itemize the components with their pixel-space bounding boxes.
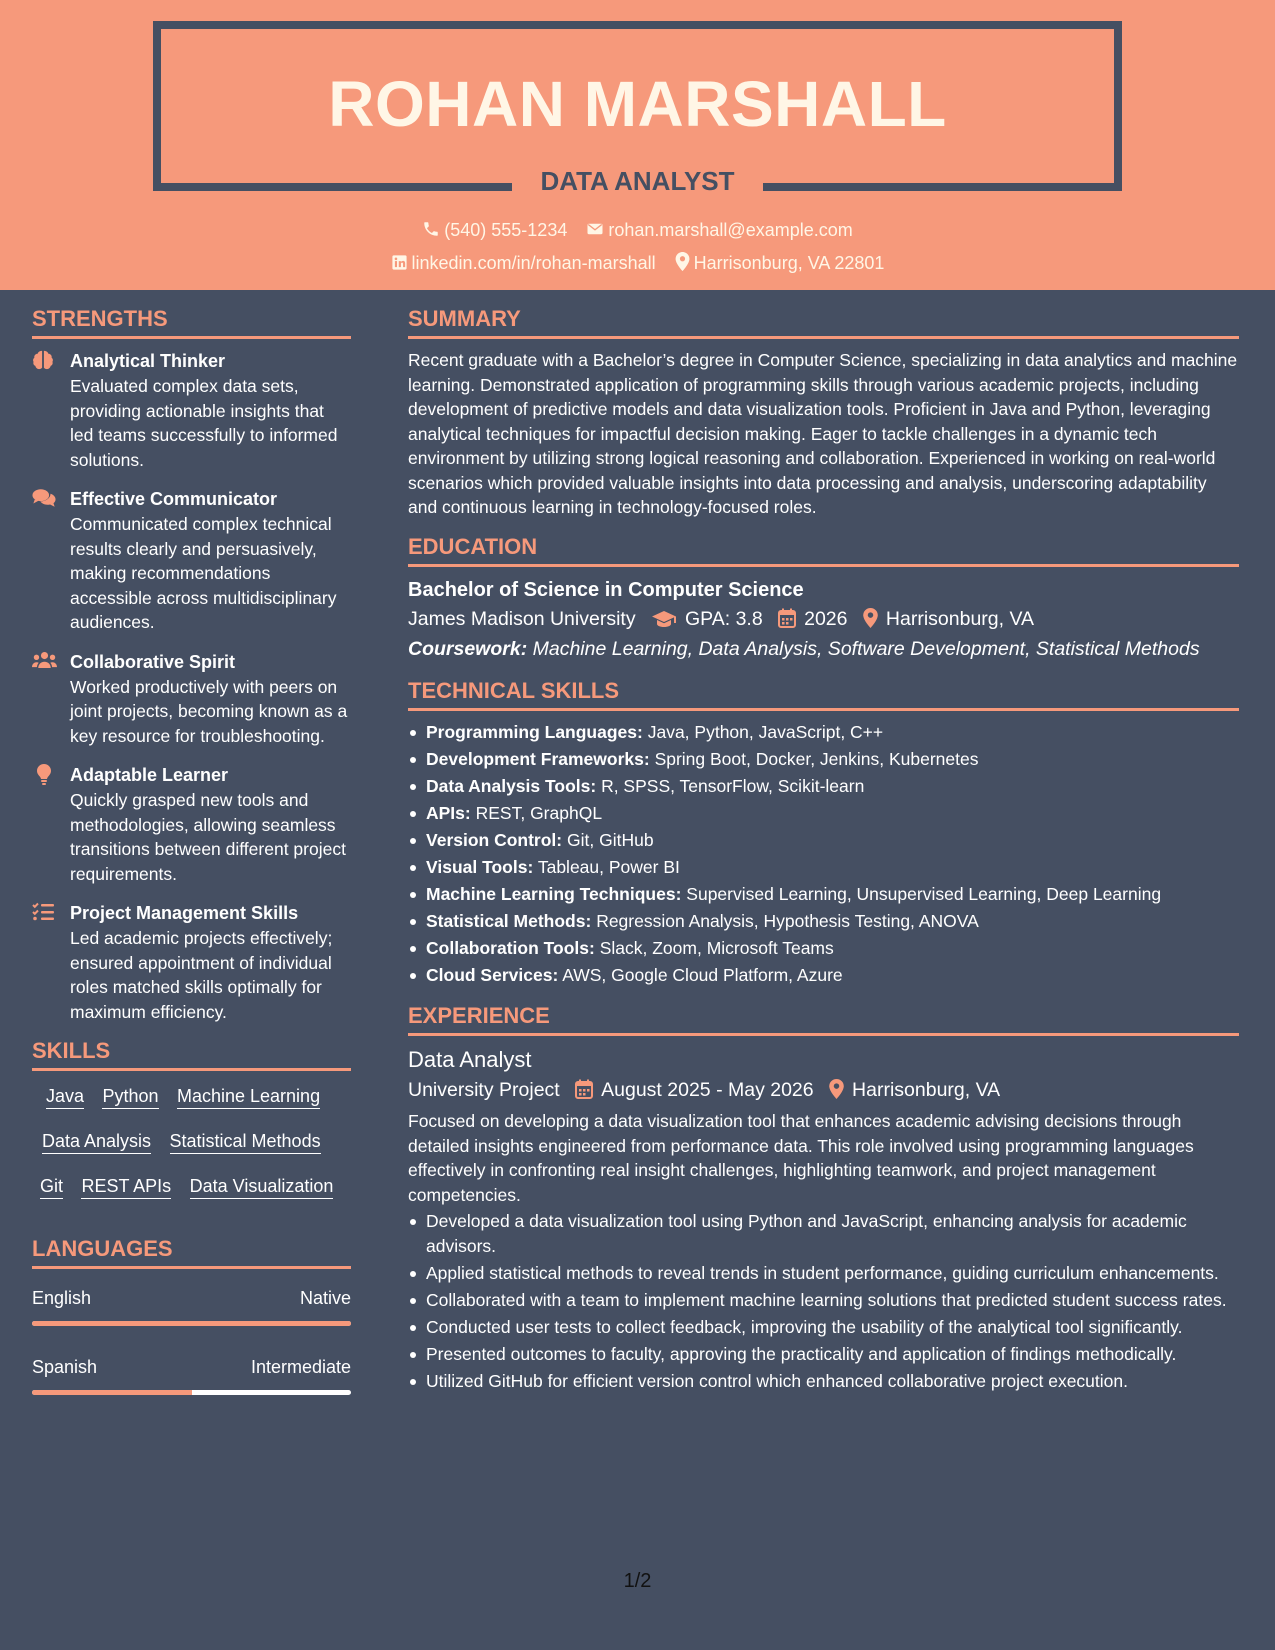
- languages-heading: LANGUAGES: [32, 1236, 351, 1269]
- strength-description: Led academic projects effectively; ensured appointment of individual roles matched skills optimally for maximum efficiency.: [70, 928, 333, 1022]
- checklist-icon: [32, 902, 54, 921]
- language-level: Intermediate: [250, 1357, 351, 1377]
- lightbulb-icon: [37, 764, 51, 785]
- job-meta: [408, 1075, 1239, 1105]
- resume-header: [0, 0, 1275, 290]
- candidate-title: DATA ANALYST: [512, 166, 762, 197]
- language-name: Spanish: [32, 1357, 98, 1377]
- comments-icon: [32, 488, 56, 507]
- graduation-cap-icon: [651, 610, 677, 628]
- skill-tag: Data Visualization: [190, 1174, 334, 1199]
- list-item: APIs: REST, GraphQL: [408, 801, 1239, 826]
- list-item: Conducted user tests to collect feedback, improving the usability of the analytical tool significantly.: [408, 1315, 1239, 1340]
- coursework: [408, 634, 1239, 664]
- skill-tag: Python: [102, 1084, 158, 1109]
- candidate-name: ROHAN MARSHALL: [328, 68, 947, 140]
- contact-line-1: [0, 220, 1275, 241]
- phone-text: (540) 555-1234: [444, 220, 568, 240]
- list-item: Applied statistical methods to reveal trends in student performance, guiding curriculum enhancements.: [408, 1261, 1239, 1286]
- technical-skills-heading: TECHNICAL SKILLS: [408, 678, 1239, 711]
- skills-list: [32, 1080, 351, 1202]
- list-item: Machine Learning Techniques: Supervised Learning, Unsupervised Learning, Deep Learning: [408, 882, 1239, 907]
- linkedin-icon: [391, 254, 408, 271]
- skills-heading: SKILLS: [32, 1038, 351, 1071]
- degree-name: Bachelor of Science in Computer Science: [408, 578, 804, 601]
- skill-row: [42, 1084, 351, 1112]
- education-meta: [408, 604, 1239, 634]
- technical-skills-list: [408, 720, 1239, 988]
- strength-description: Evaluated complex data sets, providing actionable insights that led teams successfully to informed solutions.: [70, 376, 338, 470]
- strength-name: Collaborative Spirit: [70, 651, 236, 672]
- location-text: Harrisonburg, VA 22801: [693, 253, 885, 273]
- map-pin-icon: [675, 252, 690, 271]
- list-item: Developed a data visualization tool using Python and JavaScript, enhancing analysis for academic advisors.: [408, 1209, 1239, 1258]
- strength-description: Worked productively with peers on joint projects, becoming known as a key resource for troubleshooting.: [70, 676, 348, 746]
- skill-tag: Statistical Methods: [170, 1129, 321, 1154]
- brain-icon: [32, 350, 54, 370]
- list-item: Presented outcomes to faculty, approving the practicality and application of findings methodically.: [408, 1342, 1239, 1367]
- list-item: Cloud Services: AWS, Google Cloud Platform, Azure: [408, 963, 1239, 988]
- strengths-heading: STRENGTHS: [32, 306, 351, 339]
- users-icon: [32, 651, 57, 669]
- coursework-list: Machine Learning, Data Analysis, Software Development, Statistical Methods: [532, 637, 1200, 660]
- proficiency-fill: [32, 1321, 351, 1326]
- school-location: [863, 604, 1034, 634]
- envelope-icon: [586, 220, 604, 238]
- list-item: Programming Languages: Java, Python, JavaScript, C++: [408, 720, 1239, 745]
- language-item: [32, 1354, 351, 1395]
- job-title: Data Analyst: [408, 1047, 532, 1072]
- map-pin-icon: [863, 608, 878, 628]
- graduation-year: [778, 604, 847, 634]
- experience-heading: EXPERIENCE: [408, 1003, 1239, 1036]
- location-text: Harrisonburg, VA: [852, 1079, 1001, 1101]
- calendar-icon: [778, 608, 796, 628]
- list-item: Collaboration Tools: Slack, Zoom, Microsoft Teams: [408, 936, 1239, 961]
- strength-item: [32, 486, 351, 635]
- job-location: [829, 1075, 1000, 1105]
- strength-name: Analytical Thinker: [70, 351, 226, 371]
- page-number: 1/2: [623, 1570, 652, 1592]
- left-column: [32, 306, 351, 1413]
- list-item: Utilized GitHub for efficient version control which enhanced collaborative project execution.: [408, 1369, 1239, 1394]
- coursework-label: Coursework:: [408, 637, 528, 660]
- email-text: rohan.marshall@example.com: [608, 220, 853, 240]
- strength-description: Quickly grasped new tools and methodologies, allowing seamless transitions between different project requirements.: [70, 790, 346, 884]
- linkedin-contact[interactable]: [391, 253, 656, 274]
- skill-tag: Data Analysis: [42, 1129, 151, 1154]
- strength-description: Communicated complex technical results clearly and persuasively, making recommendations accessible across multidisciplinary audiences.: [70, 514, 337, 632]
- job-description: Focused on developing a data visualization tool that enhances academic advising decisions through detailed insights engineered from performance data. This role involved using programming languages effectively in confronting real insight challenges, highlighting teamwork, and project management competencies.: [408, 1111, 1194, 1205]
- location-contact: [675, 252, 885, 274]
- map-pin-icon: [829, 1079, 844, 1099]
- strength-item: [32, 348, 351, 472]
- list-item: Development Frameworks: Spring Boot, Docker, Jenkins, Kubernetes: [408, 747, 1239, 772]
- education-heading: EDUCATION: [408, 534, 1239, 567]
- strength-name: Adaptable Learner: [70, 765, 229, 785]
- list-item: Version Control: Git, GitHub: [408, 828, 1239, 853]
- experience-bullets: [408, 1209, 1239, 1393]
- location-text: Harrisonburg, VA: [885, 607, 1035, 630]
- dates-text: August 2025 - May 2026: [601, 1079, 814, 1101]
- strength-name: Project Management Skills: [70, 903, 299, 923]
- skill-row: [42, 1129, 351, 1157]
- skill-tag: Java: [46, 1084, 84, 1109]
- proficiency-bar: [32, 1321, 351, 1326]
- list-item: Data Analysis Tools: R, SPSS, TensorFlow, Scikit-learn: [408, 774, 1239, 799]
- summary-text: Recent graduate with a Bachelor’s degree in Computer Science, specializing in data analytics and machine learning. Demonstrated application of programming skills through various academic projects, including development of predictive models and data visualization tools. Proficient in Java and Python, leveraging analytical techniques for impactful decision making. Eager to tackle challenges in a dynamic tech environment by utilizing strong logical reasoning and collaboration. Experienced in working on real-world scenarios which provided valuable insights into data processing and analysis, underscoring adaptability and continuous learning in technology-focused roles.: [408, 350, 1238, 517]
- phone-contact[interactable]: [422, 220, 567, 241]
- strength-item: [32, 900, 351, 1024]
- school-name: James Madison University: [408, 607, 636, 630]
- skill-tag: Machine Learning: [177, 1084, 320, 1109]
- language-level: Native: [299, 1288, 351, 1308]
- strength-item: [32, 762, 351, 886]
- email-contact[interactable]: [586, 220, 852, 241]
- gpa-text: GPA: 3.8: [685, 607, 763, 630]
- list-item: Collaborated with a team to implement machine learning solutions that predicted student success rates.: [408, 1288, 1239, 1313]
- year-text: 2026: [804, 607, 848, 630]
- job-dates: [575, 1075, 813, 1105]
- calendar-icon: [575, 1079, 593, 1099]
- contact-line-2: [0, 252, 1275, 274]
- skill-row: [40, 1174, 351, 1202]
- strength-name: Effective Communicator: [70, 489, 278, 509]
- right-column: [408, 306, 1239, 1407]
- proficiency-fill: [32, 1390, 192, 1395]
- language-name: English: [32, 1288, 92, 1308]
- skill-tag: Git: [40, 1174, 63, 1199]
- skill-tag: REST APIs: [81, 1174, 171, 1199]
- list-item: Statistical Methods: Regression Analysis, Hypothesis Testing, ANOVA: [408, 909, 1239, 934]
- proficiency-bar: [32, 1390, 351, 1395]
- list-item: Visual Tools: Tableau, Power BI: [408, 855, 1239, 880]
- organization: University Project: [408, 1079, 560, 1101]
- linkedin-text: linkedin.com/in/rohan-marshall: [411, 253, 656, 273]
- language-item: [32, 1285, 351, 1326]
- phone-icon: [422, 220, 440, 238]
- summary-heading: SUMMARY: [408, 306, 1239, 339]
- strength-item: [32, 649, 351, 749]
- gpa: [651, 604, 763, 634]
- job-title-wrap: [0, 166, 1275, 197]
